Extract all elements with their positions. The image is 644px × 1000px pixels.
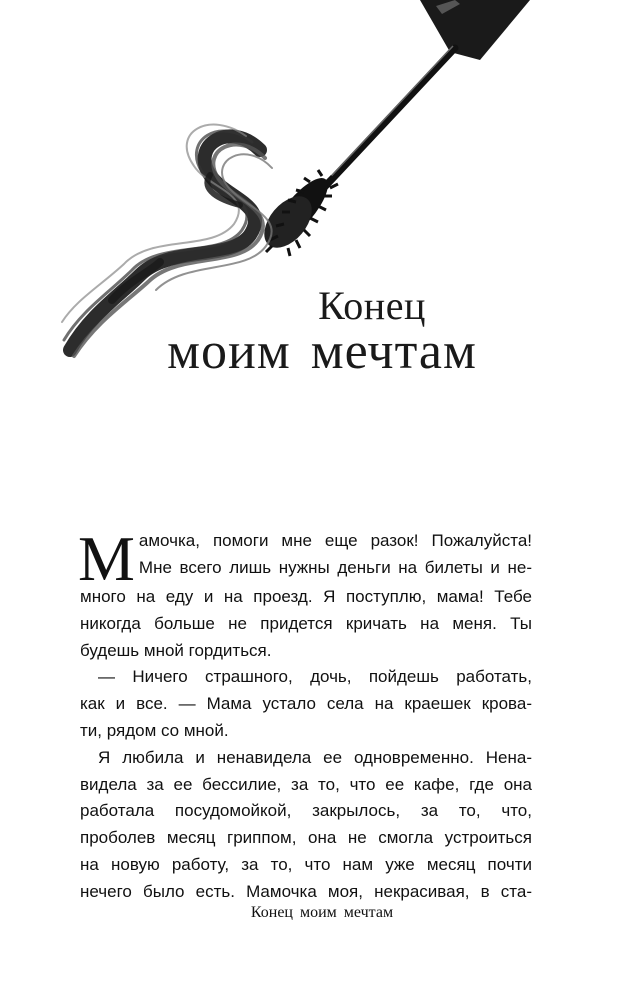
text-line: ти, рядом со мной. xyxy=(80,720,229,740)
text-line: как и все. — Мама устало села на краешек крова- xyxy=(80,694,532,714)
text-line: амочка, помоги мне еще разок! Пожалуйста! xyxy=(138,531,532,550)
text-line: никогда больше не придется кричать на меня. Ты xyxy=(80,613,532,633)
text-line: Мне всего лишь нужны деньги на билеты и не- xyxy=(138,557,532,577)
chapter-title-line2: моим мечтам xyxy=(167,323,477,380)
chapter-body xyxy=(78,523,532,906)
text-line: Я любила и ненавидела ее одновременно. Нена- xyxy=(98,747,532,767)
text-line: проболев месяц гриппом, она не смогла устроиться xyxy=(80,828,532,848)
text-line: — Ничего страшного, дочь, пойдешь работать, xyxy=(98,667,532,687)
paragraph-3 xyxy=(80,745,532,906)
text-line: много на еду и на проезд. Я поступлю, мама! Тебе xyxy=(80,587,532,606)
text-line: видела за ее бессилие, за то, что ее кафе, где она xyxy=(80,774,532,794)
paragraph-2 xyxy=(80,664,532,744)
text-line: на новую работу, за то, что нам уже месяц почти xyxy=(80,854,532,874)
drop-cap: М xyxy=(78,523,135,594)
mascara-wand xyxy=(322,0,530,190)
chapter-title-line1: Конец xyxy=(318,283,426,328)
text-line: работала посудомойкой, закрылось, за то, что, xyxy=(80,801,532,821)
paragraph-1 xyxy=(78,523,532,664)
text-line: будешь мной гордиться. xyxy=(80,640,272,660)
running-footer: Конец моим мечтам xyxy=(250,904,394,921)
text-line: нечего было есть. Мамочка моя, некрасивая, в ста- xyxy=(80,881,532,901)
